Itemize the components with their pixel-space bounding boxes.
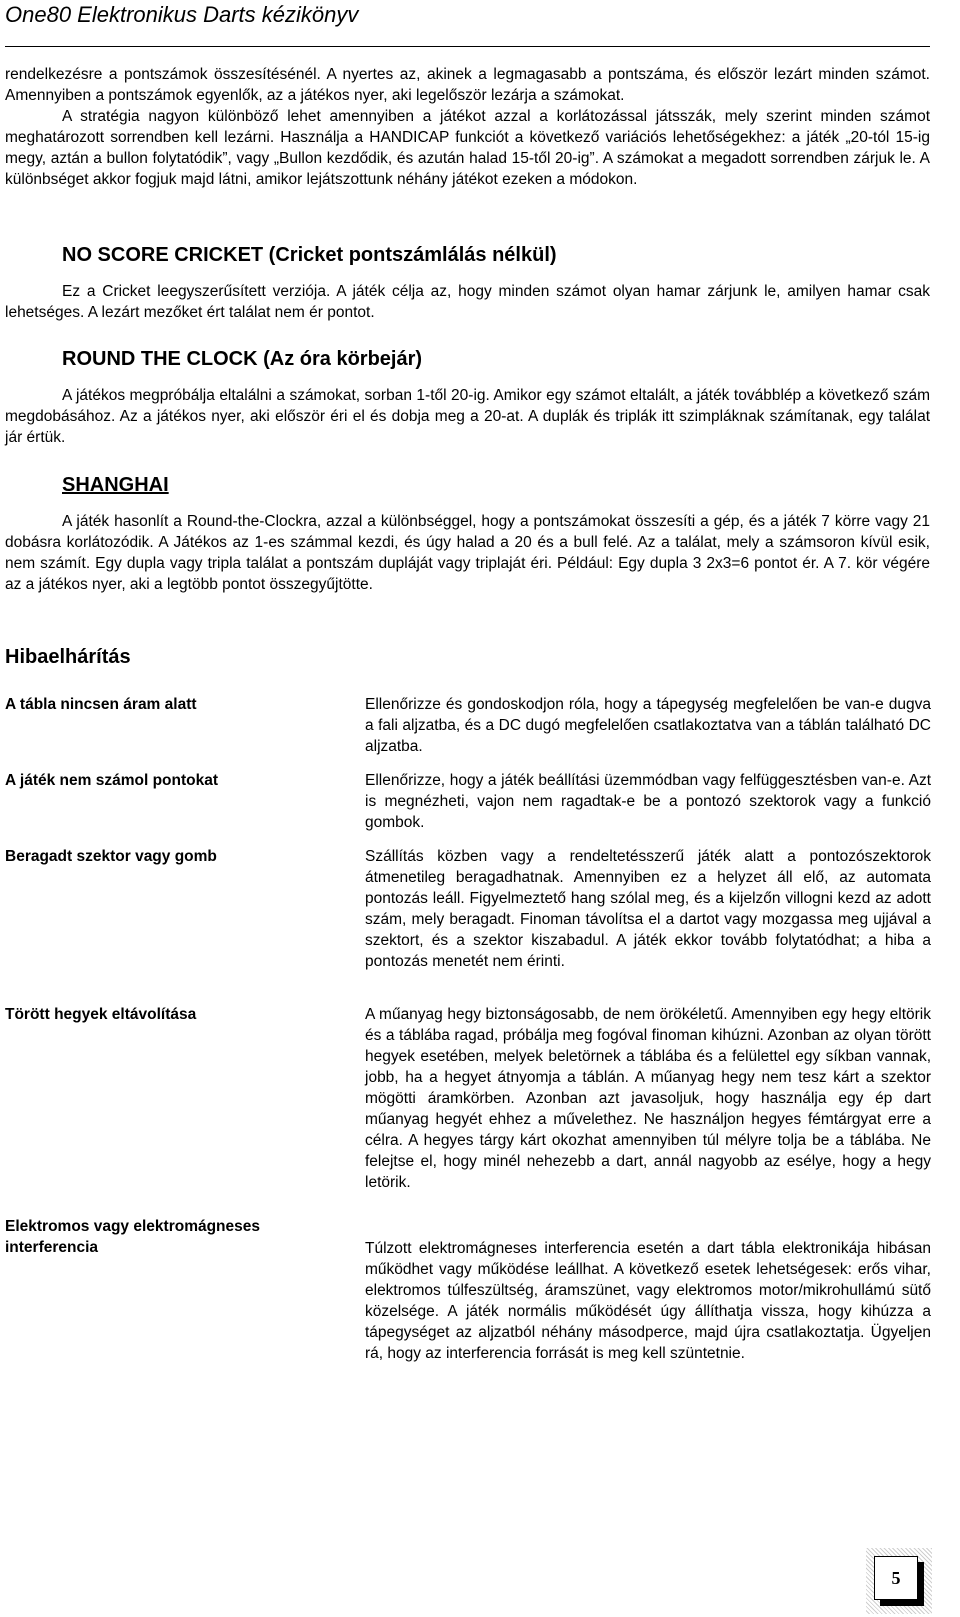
problem-label: Beragadt szektor vagy gomb bbox=[5, 848, 217, 865]
problem-label: Törött hegyek eltávolítása bbox=[5, 1006, 197, 1023]
page-number-badge bbox=[866, 1548, 926, 1608]
page-number-frame bbox=[874, 1556, 918, 1600]
game-body-no-score-cricket bbox=[5, 281, 930, 323]
solution-text: Szállítás közben vagy a rendeltetésszerű játék alatt a pontozószektorok átmenetileg beragadhatnak. Amennyiben ez a helyzet áll elő, az automata pontozás leáll. Figyelmeztető hang szólal meg, és a kijelzőn villogni kezd az adott szám, mely beragadt. Finoman távolítsa el a dartot vagy mozgassa meg ujjával a szektort, és a szektor kiszabadul. A játék ekkor tovább folytatódhat; a hiba a pontozás menetét nem érinti. bbox=[365, 848, 931, 970]
solution-text: Ellenőrizze és gondoskodjon róla, hogy a tápegység megfelelően be van-e dugva a fali aljzatba, és a DC dugó megfelelően csatlakoztatva van a táblán található DC aljzatba. bbox=[365, 696, 931, 755]
troubleshooting-heading: Hibaelhárítás bbox=[5, 646, 131, 668]
game-description: A játék hasonlít a Round-the-Clockra, azzal a különbséggel, hogy a pontszámokat összesíti a gép, és a játék 7 körre vagy 21 dobásra korlátozódik. A Játékos az 1-es számmal kezdi, és úgy halad a 20 és a bull felé. Az a találat, mely a számsoron kívül esik, nem számít. Egy dupla vagy tripla találat a pontszám dupláját vagy triplaját éri. Például: Egy dupla 3 2x3=6 pontot ér. A 7. kör végére az a játékos nyer, aki a legtöbb pontot összegyűjtötte. bbox=[5, 513, 930, 593]
game-body-round-the-clock bbox=[5, 385, 930, 448]
intro-paragraph-1: rendelkezésre a pontszámok összesítésénél. A nyertes az, akinek a legmagasabb a pontszáma, és először lezárt minden számot. Amennyiben a pontszámok egyenlők, az a játékos nyer, aki legelőször lezárja a számokat. bbox=[5, 66, 930, 104]
problem-label: Elektromos vagy elektromágneses interferencia bbox=[5, 1218, 261, 1256]
intro-section bbox=[5, 64, 930, 190]
solution-text: Túlzott elektromágneses interferencia esetén a dart tábla elektronikája hibásan működhet vagy működése leállhat. A következő esetek lehetségesek: erős vihar, elektromos túlfeszültség, áramszünet, vagy elektromos motor/mikrohullámú sütő közelsége. A játék normális működését úgy állíthatja vissza, hogy kihúzza a tápegységet az aljzatból néhány másodperce, majd újra csatlakoztatja. Ügyeljen rá, hogy az interferencia forrását is meg kell szüntetnie. bbox=[365, 1240, 931, 1362]
game-title-round-the-clock: ROUND THE CLOCK (Az óra körbejár) bbox=[62, 348, 423, 370]
game-description: A játékos megpróbálja eltalálni a számokat, sorban 1-től 20-ig. Amikor egy számot eltalált, a játék továbblép a következő szám megdobásához. Az a játékos nyer, aki először éri el és dobja meg a 20-at. A duplák és triplák itt szimpláknak számítanak, egy találat jár értük. bbox=[5, 387, 930, 446]
game-description: Ez a Cricket leegyszerűsített verziója. A játék célja az, hogy minden számot olyan hamar zárjunk le, amilyen hamar csak lehetséges. A lezárt mezőket ért találat nem ér pontot. bbox=[5, 283, 930, 321]
page-header bbox=[5, 0, 930, 47]
game-title-no-score-cricket: NO SCORE CRICKET (Cricket pontszámlálás nélkül) bbox=[62, 244, 557, 266]
game-body-shanghai bbox=[5, 511, 930, 595]
problem-label: A játék nem számol pontokat bbox=[5, 772, 219, 789]
solution-text: A műanyag hegy biztonságosabb, de nem örökéletű. Amennyiben egy hegy eltörik és a táblába ragad, próbálja meg fogóval finoman kihúzni. Azonban az olyan törött hegyek esetében, melyek beletörnek a táblába és a felülettel egy síkban vannak, jobb, ha a hegyet átnyomja a táblán. A műanyag hegy nem tesz kárt a szektor mögötti áramkörben. Azonban azt javasoljuk, hogy használja egy ép dart műanyag hegyét ehhez a művelethez. Ne használjon hegyes fémtárgyat erre a célra. A hegyes tárgy kárt okozhat amennyiben túl mélyre tolja be a táblába. Ne felejtse el, hogy minél nehezebb a dart, annál nagyobb az esélye, hogy a hegy letörik. bbox=[365, 1006, 931, 1191]
game-title-shanghai: SHANGHAI bbox=[62, 474, 169, 496]
page-number: 5 bbox=[891, 1568, 901, 1588]
problem-label: A tábla nincsen áram alatt bbox=[5, 696, 197, 713]
intro-paragraph-2: A stratégia nagyon különböző lehet amennyiben a játékot azzal a korlátozással játsszák, mely szerint minden számot meghatározott sorrendben kell lezárni. Használja a HANDICAP funkciót a következő variációs lehetőségekhez: a játék „20-tól 15-ig megy, aztán a bullon folytatódik”, vagy „Bullon kezdődik, és azután halad 15-től 20-ig”. A számokat a megadott sorrendben zárjuk le. A különbséget akkor fogjuk majd látni, amikor lejátszottunk néhány játékot ezeken a módokon. bbox=[5, 108, 930, 188]
solution-text: Ellenőrizze, hogy a játék beállítási üzemmódban vagy felfüggesztésben van-e. Azt is megnézheti, vajon nem ragadtak-e be a pontozó szektorok vagy a funkció gombok. bbox=[365, 772, 931, 831]
document-title: One80 Elektronikus Darts kézikönyv bbox=[5, 2, 359, 27]
